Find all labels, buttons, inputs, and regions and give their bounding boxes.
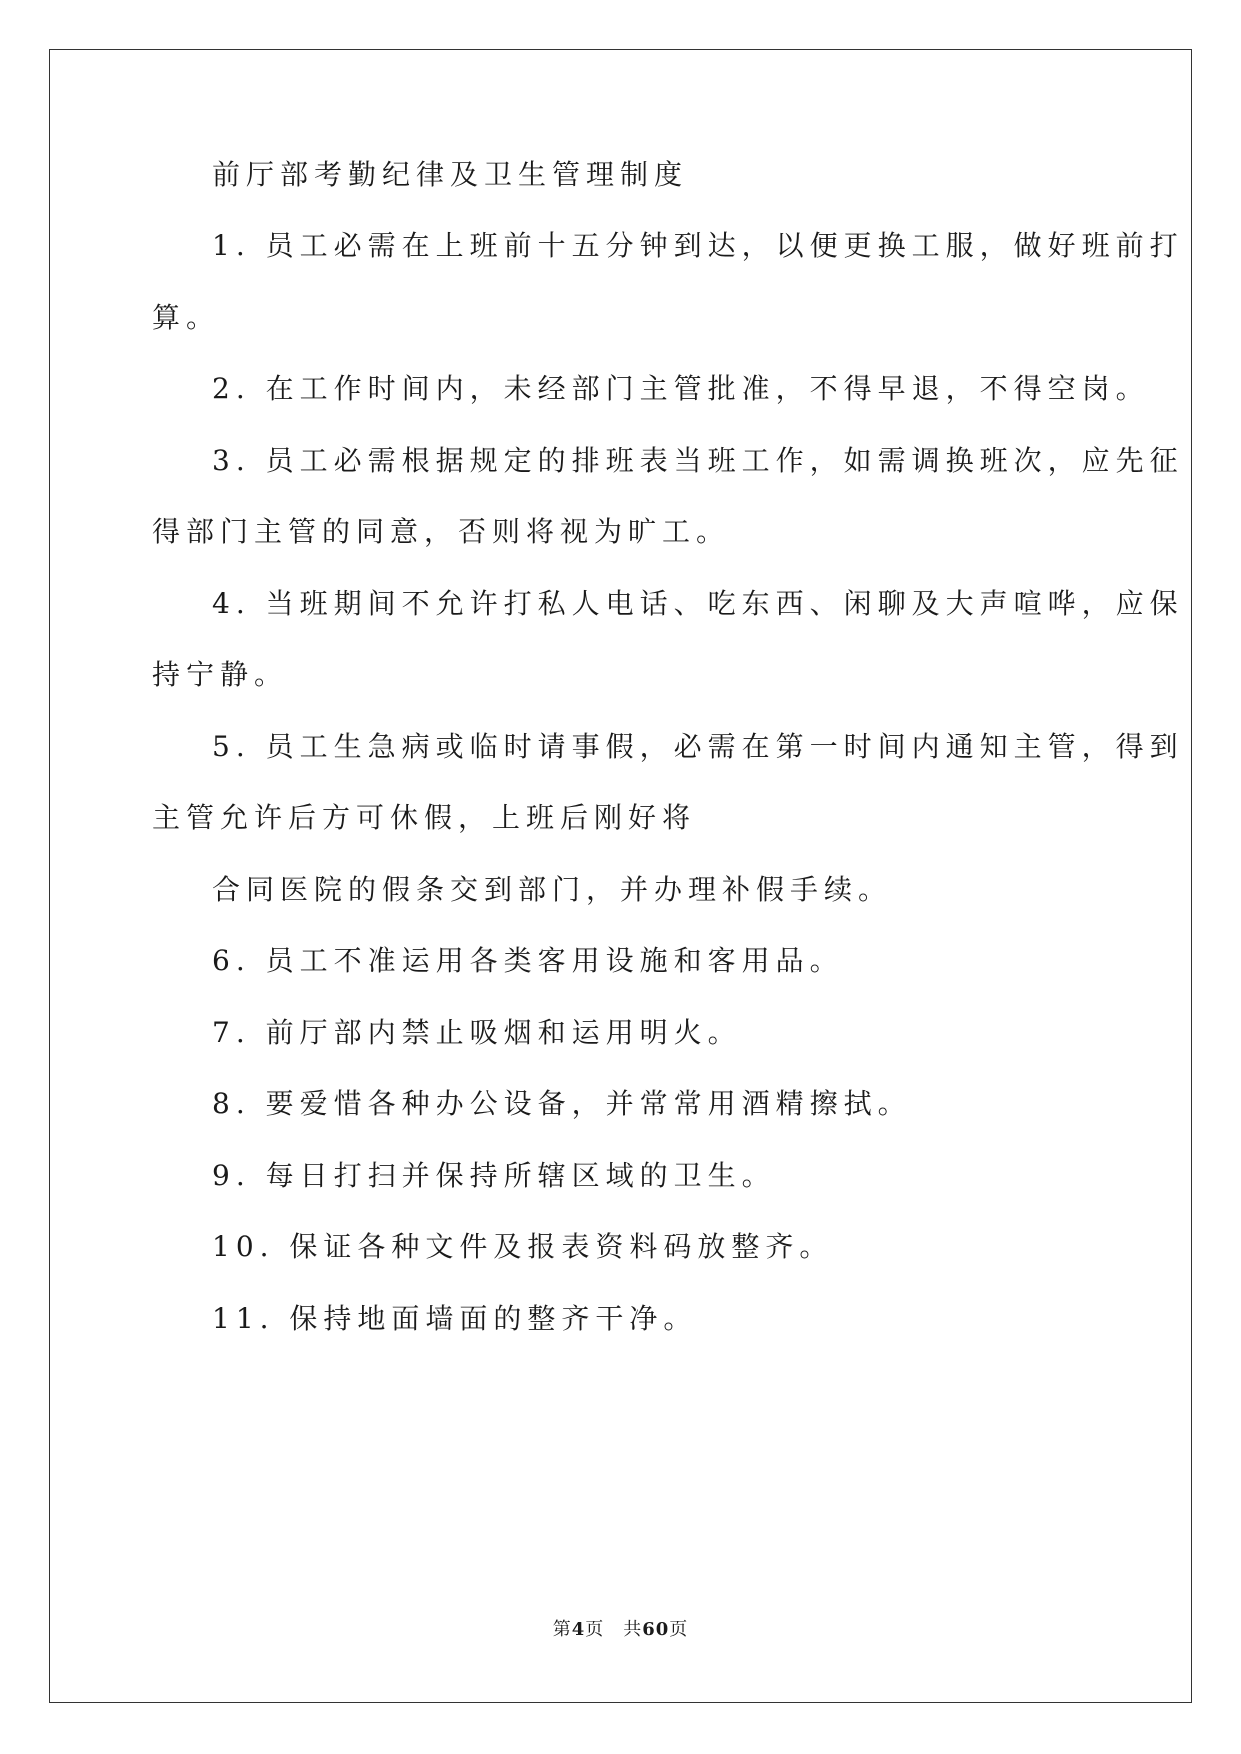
paragraph-line: 8. 要爱惜各种办公设备，并常常用酒精擦拭。 [212, 1087, 912, 1120]
paragraph-line: 持宁静。 [152, 658, 289, 691]
paragraph-line: 主管允许后方可休假，上班后刚好将 [152, 801, 697, 834]
page-footer [0, 1618, 1241, 1642]
footer-suffix: 页 [669, 1619, 689, 1640]
paragraph-line: 7. 前厅部内禁止吸烟和运用明火。 [212, 1016, 742, 1049]
footer-page-number: 4 [571, 1619, 586, 1640]
footer-total-pages: 60 [642, 1619, 670, 1640]
paragraph-line: 5. 员工生急病或临时请事假，必需在第一时间内通知主管，得到 [212, 730, 1184, 763]
paragraph-line: 合同医院的假条交到部门，并办理补假手续。 [212, 873, 893, 906]
paragraph-line: 4. 当班期间不允许打私人电话、吃东西、闲聊及大声喧哗，应保 [212, 587, 1184, 620]
document-title: 前厅部考勤纪律及卫生管理制度 [212, 158, 689, 191]
paragraph-line: 11. 保持地面墙面的整齐干净。 [212, 1302, 698, 1335]
paragraph-line: 1. 员工必需在上班前十五分钟到达，以便更换工服，做好班前打 [212, 229, 1184, 262]
paragraph-line: 9. 每日打扫并保持所辖区域的卫生。 [212, 1159, 776, 1192]
footer-prefix: 第 [552, 1619, 572, 1640]
paragraph-line: 得部门主管的同意，否则将视为旷工。 [152, 515, 731, 548]
paragraph-line: 10. 保证各种文件及报表资料码放整齐。 [212, 1230, 834, 1263]
paragraph-line: 3. 员工必需根据规定的排班表当班工作，如需调换班次，应先征 [212, 444, 1184, 477]
paragraph-line: 6. 员工不准运用各类客用设施和客用品。 [212, 944, 844, 977]
paragraph-line: 算。 [152, 301, 221, 334]
paragraph-line: 2. 在工作时间内，未经部门主管批准，不得早退，不得空岗。 [212, 372, 1150, 405]
footer-mid: 页 共 [585, 1619, 643, 1640]
